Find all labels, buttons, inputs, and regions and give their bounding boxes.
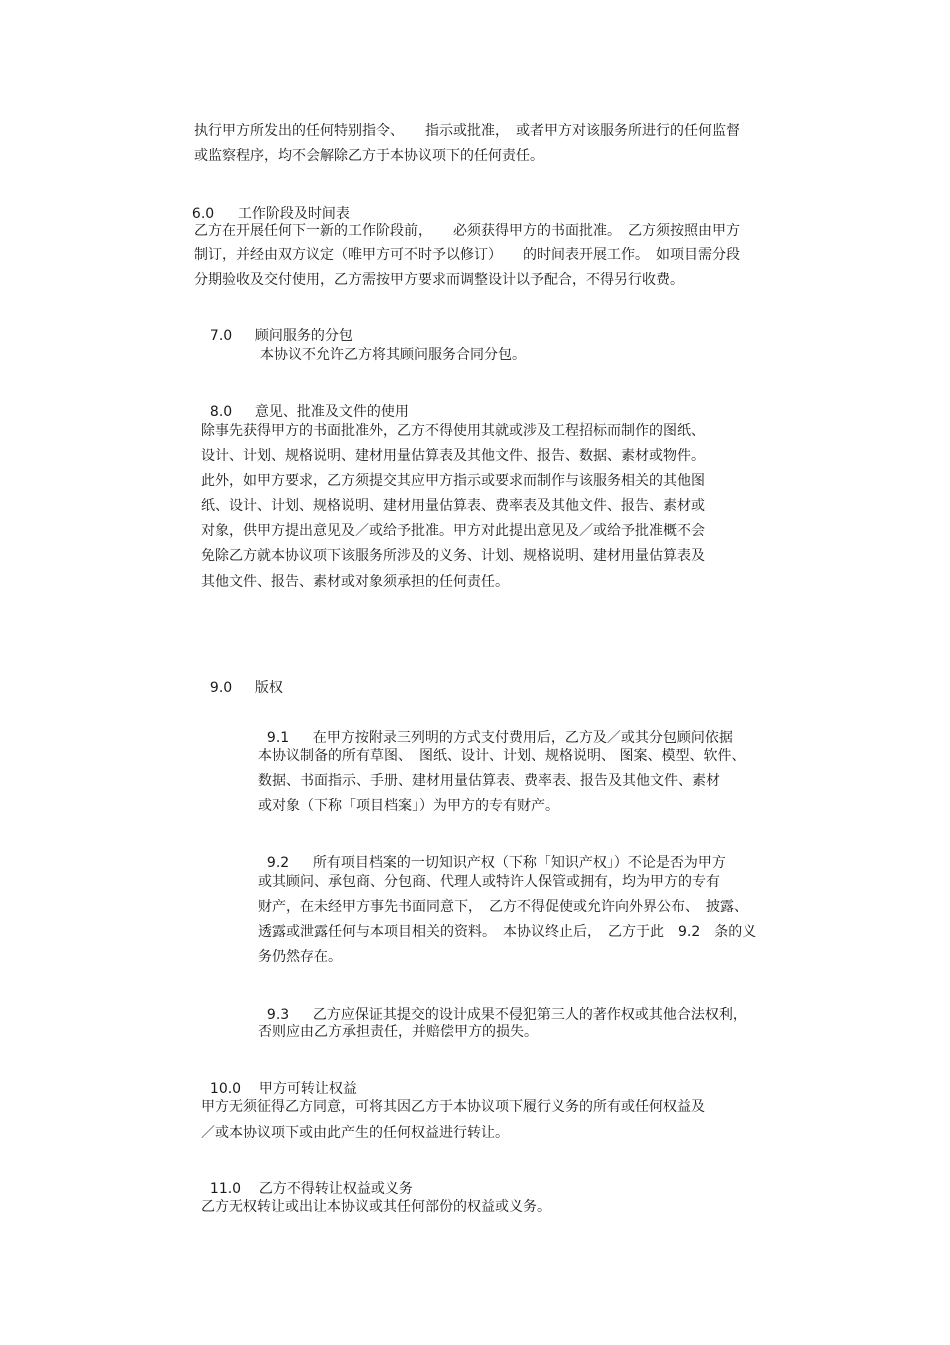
text-line: 分期验收及交付使用，乙方需按甲方要求而调整设计以予配合，不得另行收费。	[194, 272, 684, 288]
section-number: 9.0	[209, 680, 233, 696]
subsection-heading	[258, 985, 747, 1025]
section-number: 11.0	[209, 1181, 242, 1197]
text-line: 其他文件、报告、素材或对象须承担的任何责任。	[201, 574, 509, 590]
subsection-heading	[258, 708, 733, 748]
text-line: 数据、书面指示、手册、建材用量估算表、费率表、报告及其他文件、素材	[258, 773, 720, 789]
text-line: 或对象（下称「项目档案」）为甲方的专有财产。	[258, 798, 559, 814]
section-number: 7.0	[209, 328, 233, 344]
section-heading	[201, 382, 409, 422]
text-line: 或其顾问、承包商、分包商、代理人或特许人保管或拥有，均为甲方的专有	[258, 874, 720, 890]
text-line: 透露或泄露任何与本项目相关的资料。 本协议终止后， 乙方于此 9.2 条的义	[258, 924, 757, 940]
section-heading	[201, 658, 283, 698]
text-line: 除事先获得甲方的书面批准外，乙方不得使用其就或涉及工程招标而制作的图纸、	[201, 423, 705, 439]
text-line: 设计、计划、规格说明、建材用量估算表及其他文件、报告、数据、素材或物件。	[201, 448, 705, 464]
text-line: 甲方无须征得乙方同意，可将其因乙方于本协议项下履行义务的所有或任何权益及	[201, 1099, 705, 1115]
text-line: 财产，在未经甲方事先书面同意下， 乙方不得促使或允许向外界公布、 披露、	[258, 899, 748, 915]
section-title: 甲方可转让权益	[258, 1081, 357, 1097]
section-number: 9.3	[266, 1007, 290, 1023]
section-number: 9.2	[266, 855, 290, 871]
section-heading	[201, 1059, 357, 1099]
text-line: 制订，并经由双方议定（唯甲方可不时予以修订） 的时间表开展工作。 如项目需分段	[194, 247, 740, 263]
section-heading	[201, 1159, 413, 1199]
section-number: 6.0	[191, 206, 215, 222]
section-title: 乙方应保证其提交的设计成果不侵犯第三人的著作权或其他合法权利，	[312, 1007, 747, 1023]
section-title: 在甲方按附录三列明的方式支付费用后，乙方及／或其分包顾问依据	[312, 730, 733, 746]
text-line: ／或本协议项下或由此产生的任何权益进行转让。	[201, 1125, 509, 1141]
subsection-heading	[258, 833, 726, 873]
section-title: 乙方不得转让权益或义务	[258, 1181, 413, 1197]
section-title: 顾问服务的分包	[254, 328, 353, 344]
section-title: 所有项目档案的一切知识产权（下称「知识产权」）不论是否为甲方	[312, 855, 726, 871]
text-line: 乙方无权转让或出让本协议或其任何部份的权益或义务。	[201, 1199, 551, 1215]
section-title: 意见、批准及文件的使用	[254, 404, 409, 420]
section-number: 10.0	[209, 1081, 242, 1097]
section-number: 9.1	[266, 730, 290, 746]
section-heading	[183, 184, 350, 224]
text-line: 或监察程序，均不会解除乙方于本协议项下的任何责任。	[194, 148, 544, 164]
text-line: 否则应由乙方承担责任，并赔偿甲方的损失。	[258, 1024, 538, 1040]
text-line: 免除乙方就本协议项下该服务所涉及的义务、计划、规格说明、建材用量估算表及	[201, 548, 705, 564]
text-line: 本协议不允许乙方将其顾问服务合同分包。	[260, 347, 526, 363]
text-line: 纸、设计、计划、规格说明、建材用量估算表、费率表及其他文件、报告、素材或	[201, 498, 705, 514]
section-heading	[201, 306, 353, 346]
section-title: 工作阶段及时间表	[237, 206, 350, 222]
section-title: 版权	[254, 680, 283, 696]
text-line: 乙方在开展任何下一新的工作阶段前， 必须获得甲方的书面批准。 乙方须按照由甲方	[194, 223, 740, 239]
section-number: 8.0	[209, 404, 233, 420]
text-line: 此外，如甲方要求，乙方须提交其应甲方指示或要求而制作与该服务相关的其他图	[201, 473, 705, 489]
text-line: 本协议制备的所有草图、 图纸、设计、计划、规格说明、 图案、模型、软件、	[258, 748, 746, 764]
text-line: 务仍然存在。	[258, 949, 342, 965]
text-line: 对象，供甲方提出意见及／或给予批准。甲方对此提出意见及／或给予批准概不会	[201, 523, 705, 539]
text-line: 执行甲方所发出的任何特别指令、 指示或批准， 或者甲方对该服务所进行的任何监督	[194, 123, 740, 139]
